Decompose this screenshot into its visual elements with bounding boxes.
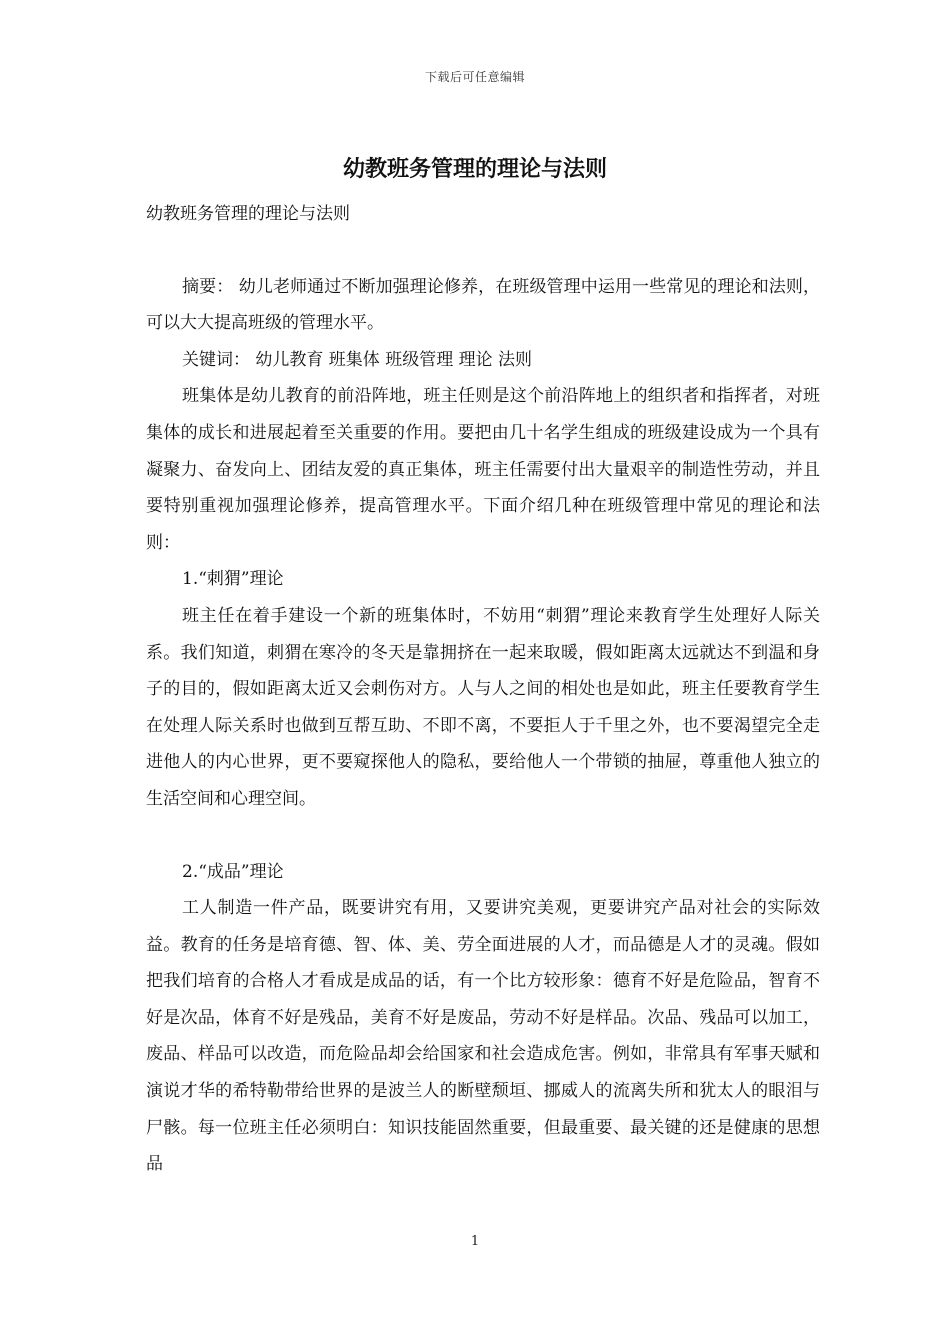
page-header: 下载后可任意编辑 [424,70,525,84]
section-2-heading: 2.“成品”理论 [182,861,284,882]
subtitle: 幼教班务管理的理论与法则 [146,204,350,224]
section-1-body: 班主任在着手建设一个新的班集体时，不妨用“刺猬”理论来教育学生处理好人际关系。我们知道，刺猬在寒冷的冬天是靠拥挤在一起来取暖，假如距离太远就达不到温和身子的目的，假如距离太近又会刺伤对方。人与人之间的相处也是如此，班主任要教育学生在处理人际关系时也做到互帮互助、不即不离，不要拒人于千里之外，也不要渴望完全走进他人的内心世界，更不要窥探他人的隐私，要给他人一个带锁的抽屉，尊重他人独立的生活空间和心理空间。 [146,605,820,809]
intro-paragraph: 班集体是幼儿教育的前沿阵地，班主任则是这个前沿阵地上的组织者和指挥者，对班集体的成长和进展起着至关重要的作用。要把由几十名学生组成的班级建设成为一个具有凝聚力、奋发向上、团结友爱的真正集体，班主任需要付出大量艰辛的制造性劳动，并且要特别重视加强理论修养，提高管理水平。下面介绍几种在班级管理中常见的理论和法则： [146,386,820,553]
spacer [146,233,820,269]
page-number: 1 [470,1234,480,1249]
spacer [146,818,820,854]
keywords-paragraph: 关键词： 幼儿教育 班集体 班级管理 理论 法则 [182,349,533,370]
section-2-body: 工人制造一件产品，既要讲究有用，又要讲究美观，更要讲究产品对社会的实际效益。教育的任务是培育德、智、体、美、劳全面进展的人才，而品德是人才的灵魂。假如把我们培育的合格人才看成是成品的话，有一个比方较形象：德育不好是危险品，智育不好是次品，体育不好是残品，美育不好是废品，劳动不好是样品。次品、残品可以加工，废品、样品可以改造，而危险品却会给国家和社会造成危害。例如，非常具有军事天赋和演说才华的希特勒带给世界的是波兰人的断壁颓垣、挪威人的流离失所和犹太人的眼泪与尸骸。每一位班主任必须明白：知识技能固然重要，但最重要、最关键的还是健康的思想品 [146,898,820,1175]
abstract-paragraph: 摘要： 幼儿老师通过不断加强理论修养，在班级管理中运用一些常见的理论和法则，可以大大提高班级的管理水平。 [146,276,820,334]
document-title: 幼教班务管理的理论与法则 [342,156,607,182]
document-body [146,196,820,1183]
section-1-heading: 1.“刺猬”理论 [182,569,284,590]
